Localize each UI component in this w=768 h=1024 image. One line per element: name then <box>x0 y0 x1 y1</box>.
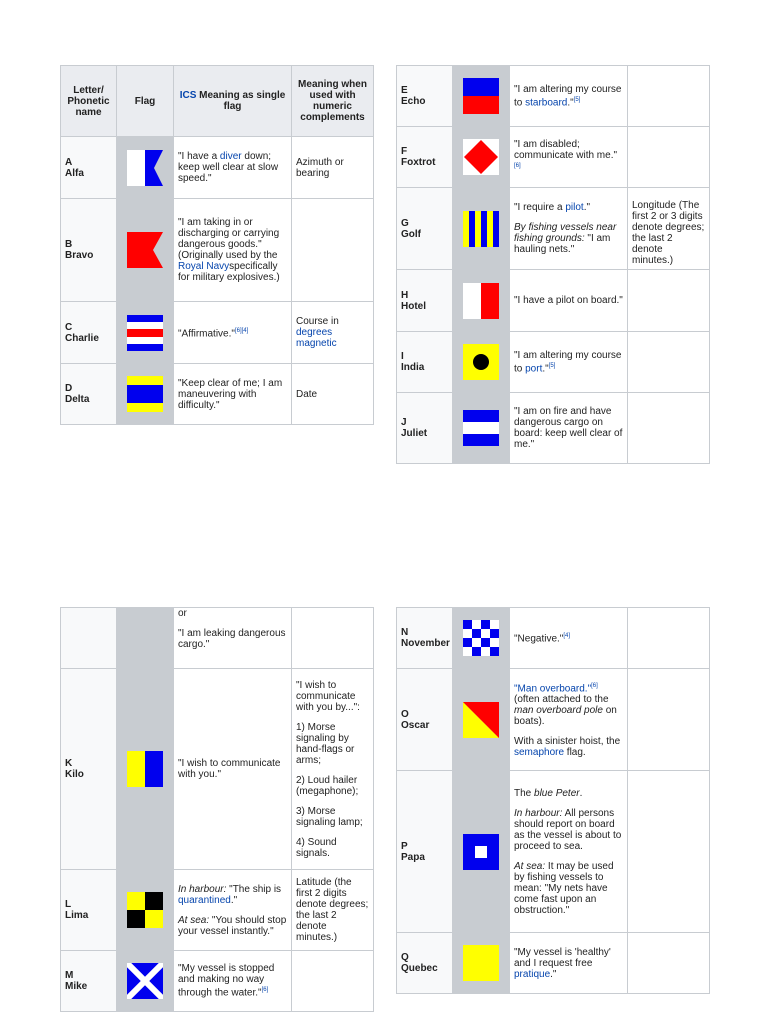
letter-cell: K Kilo <box>61 669 117 870</box>
juliet-flag-icon <box>453 393 510 464</box>
kilo-flag-icon <box>117 669 174 870</box>
meaning-cell: "I require a pilot." By fishing vessels near fishing grounds: "I am hauling nets." <box>510 188 628 270</box>
letter-cell: C Charlie <box>61 302 117 364</box>
meaning-cell: "I am altering my course to starboard."[5] <box>510 66 628 127</box>
complement-cell <box>628 393 710 464</box>
meaning-cell: "I am taking in or discharging or carrying dangerous goods." (Originally used by the Royal Navyspecifically for military explosives.) <box>174 199 292 302</box>
meaning-cell: "Affirmative."[6][4] <box>174 302 292 364</box>
man-overboard-link[interactable]: "Man overboard." <box>514 683 592 695</box>
meaning-cell: "I have a diver down; keep well clear at slow speed." <box>174 137 292 199</box>
meaning-cell: "I am on fire and have dangerous cargo on board: keep well clear of me." <box>510 393 628 464</box>
november-flag-icon <box>453 608 510 669</box>
lima-flag-icon <box>117 870 174 951</box>
header-complement: Meaning when used with numeric complements <box>292 66 374 137</box>
table-row <box>397 933 710 994</box>
table-row <box>61 302 374 364</box>
letter-cell: N November <box>397 608 453 669</box>
complement-cell: "I wish to communicate with you by...": 1) Morse signaling by hand-flags or arms; 2) Loud hailer (megaphone); 3) Morse signaling lamp; 4) Sound signals. <box>292 669 374 870</box>
meaning-cell: "My vessel is 'healthy' and I request free pratique." <box>510 933 628 994</box>
complement-cell: Azimuth or bearing <box>292 137 374 199</box>
footnote-link[interactable]: [6] <box>514 163 521 170</box>
complement-cell <box>628 771 710 933</box>
footnote-link[interactable]: [4] <box>563 633 571 640</box>
complement-cell <box>292 199 374 302</box>
letter-cell: M Mike <box>61 951 117 1012</box>
meaning-cell: "I have a pilot on board." <box>510 270 628 332</box>
delta-flag-icon <box>117 364 174 425</box>
letter-cell: G Golf <box>397 188 453 270</box>
complement-cell <box>628 933 710 994</box>
letter-cell: B Bravo <box>61 199 117 302</box>
complement-cell: Date <box>292 364 374 425</box>
header-meaning: ICS Meaning as single flag <box>174 66 292 137</box>
letter-cell: D Delta <box>61 364 117 425</box>
pilot-link[interactable]: pilot <box>565 202 584 213</box>
oscar-flag-icon <box>453 669 510 771</box>
table-row <box>397 771 710 933</box>
complement-cell: Course in degrees magnetic <box>292 302 374 364</box>
alfa-flag-icon <box>117 137 174 199</box>
quarantined-link[interactable]: quarantined <box>178 894 231 906</box>
footnote-link[interactable]: [6] <box>591 682 598 689</box>
degrees-magnetic-link[interactable]: degrees magnetic <box>296 327 337 349</box>
table-row <box>61 137 374 199</box>
semaphore-link[interactable]: semaphore <box>514 747 565 759</box>
letter-cell: P Papa <box>397 771 453 933</box>
table-row <box>61 608 374 669</box>
flags-table-e-j <box>396 65 710 464</box>
footnote-link[interactable]: [5] <box>573 96 581 103</box>
meaning-cell: "I am altering my course to port."[5] <box>510 332 628 393</box>
table-row <box>61 669 374 870</box>
letter-cell: O Oscar <box>397 669 453 771</box>
foxtrot-flag-icon <box>453 127 510 188</box>
quebec-flag-icon <box>453 933 510 994</box>
complement-cell <box>628 270 710 332</box>
letter-cell <box>61 608 117 669</box>
table-row <box>397 188 710 270</box>
mike-flag-icon <box>117 951 174 1012</box>
footnote-link[interactable]: [5] <box>548 362 556 369</box>
header-flag: Flag <box>117 66 174 137</box>
table-row <box>397 393 710 464</box>
footnote-link[interactable]: [6][4] <box>234 327 249 334</box>
letter-cell: H Hotel <box>397 270 453 332</box>
table-row <box>397 608 710 669</box>
complement-cell <box>628 332 710 393</box>
starboard-link[interactable]: starboard <box>525 97 568 109</box>
meaning-cell: "I am disabled; communicate with me."[6] <box>510 127 628 188</box>
complement-cell <box>292 608 374 669</box>
complement-cell <box>628 66 710 127</box>
complement-cell: Longitude (The first 2 or 3 digits denote degrees; the last 2 denote minutes.) <box>628 188 710 270</box>
complement-cell <box>292 951 374 1012</box>
table-row <box>61 199 374 302</box>
table-row <box>397 270 710 332</box>
table-row <box>61 870 374 951</box>
header-letter: Letter/ Phonetic name <box>61 66 117 137</box>
table-row <box>397 127 710 188</box>
table-row <box>61 364 374 425</box>
table-row <box>397 669 710 771</box>
letter-cell: I India <box>397 332 453 393</box>
table-row <box>397 66 710 127</box>
complement-cell: Latitude (the first 2 digits denote degrees; the last 2 denote minutes.) <box>292 870 374 951</box>
royal-navy-link[interactable]: Royal Navy <box>178 261 230 272</box>
flags-table-a-d <box>60 65 374 425</box>
meaning-cell: The blue Peter. In harbour: All persons should report on board as the vessel is about to proceed to sea. At sea: It may be used by fishing vessels to mean: "My nets have come fast upon an obstruction." <box>510 771 628 933</box>
hotel-flag-icon <box>453 270 510 332</box>
flags-table-k-m <box>60 607 374 1012</box>
flags-table-n-q <box>396 607 710 994</box>
letter-cell: J Juliet <box>397 393 453 464</box>
india-flag-icon <box>453 332 510 393</box>
meaning-cell: "Man overboard."[6] (often attached to the man overboard pole on boats). With a sinister hoist, the semaphore flag. <box>510 669 628 771</box>
charlie-flag-icon <box>117 302 174 364</box>
golf-flag-icon <box>453 188 510 270</box>
table-row <box>61 951 374 1012</box>
diver-link[interactable]: diver <box>219 151 242 162</box>
meaning-cell: "I wish to communicate with you." <box>174 669 292 870</box>
complement-cell <box>628 669 710 771</box>
letter-cell: Q Quebec <box>397 933 453 994</box>
meaning-cell: "Negative."[4] <box>510 608 628 669</box>
flag-cell-empty <box>117 608 174 669</box>
letter-cell: E Echo <box>397 66 453 127</box>
ics-link[interactable]: ICS <box>179 90 197 101</box>
letter-cell: A Alfa <box>61 137 117 199</box>
complement-cell <box>628 608 710 669</box>
port-link[interactable]: port <box>525 363 543 375</box>
letter-cell: F Foxtrot <box>397 127 453 188</box>
pratique-link[interactable]: pratique <box>514 968 551 980</box>
letter-cell: L Lima <box>61 870 117 951</box>
echo-flag-icon <box>453 66 510 127</box>
complement-cell <box>628 127 710 188</box>
meaning-cell: In harbour: "The ship is quarantined." At sea: "You should stop your vessel instantly." <box>174 870 292 951</box>
papa-flag-icon <box>453 771 510 933</box>
meaning-cell: "Keep clear of me; I am maneuvering with difficulty." <box>174 364 292 425</box>
footnote-link[interactable]: [6] <box>261 987 269 994</box>
table-row <box>397 332 710 393</box>
meaning-cell: or "I am leaking dangerous cargo." <box>174 608 292 669</box>
bravo-flag-icon <box>117 199 174 302</box>
meaning-cell: "My vessel is stopped and making no way through the water."[6] <box>174 951 292 1012</box>
